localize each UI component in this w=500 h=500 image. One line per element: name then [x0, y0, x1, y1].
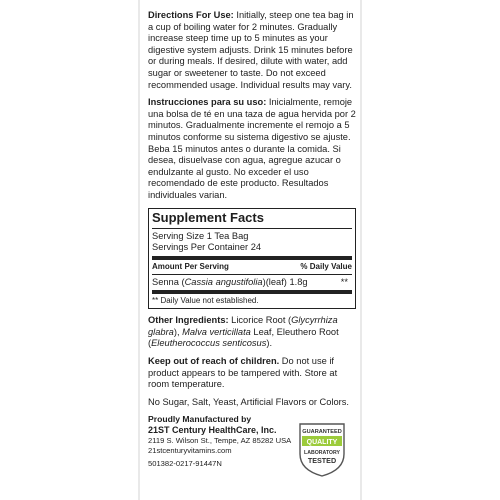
ingredient-prefix: Senna ( — [152, 276, 185, 287]
seal-bottom-text-1: LABORATORY — [304, 450, 340, 457]
other-ingredients-text: ). — [266, 338, 273, 349]
serving-size: Serving Size 1 Tea Bag — [152, 230, 249, 241]
other-ingredients-heading: Other Ingredients: — [148, 315, 229, 326]
manufacturer-heading: Proudly Manufactured by — [148, 414, 252, 425]
warning-section — [148, 356, 356, 391]
daily-value-header: % Daily Value — [300, 261, 352, 271]
instrucciones-heading: Instrucciones para su uso: — [148, 97, 267, 108]
divider-thick — [152, 256, 352, 260]
ingredient-name — [152, 277, 308, 289]
ingredient-amount: )(leaf) 1.8g — [262, 276, 308, 287]
divider — [152, 228, 352, 229]
other-ingredients-text: Leaf, Eleuthero Root ( — [148, 326, 339, 349]
facts-footnote: ** Daily Value not established. — [152, 296, 259, 306]
manufacturer-website: 21stcenturyvitamins.com — [148, 446, 232, 456]
label-left-edge — [138, 0, 140, 500]
directions-section — [148, 10, 356, 91]
latin-name: Glycyrrhiza glabra — [148, 315, 338, 337]
latin-name: Eleutherococcus senticosus — [151, 338, 267, 349]
label-content — [148, 10, 356, 472]
servings-per-container: Servings Per Container 24 — [152, 242, 262, 253]
manufacturer-address: 2119 S. Wilson St., Tempe, AZ 85282 USA — [148, 436, 292, 446]
warning-heading: Keep out of reach of children. — [148, 356, 280, 367]
free-from-statement: No Sugar, Salt, Yeast, Artificial Flavors or Colors. — [148, 396, 350, 407]
seal-bottom-text-2: TESTED — [307, 456, 337, 466]
directions-heading: Directions For Use: — [148, 10, 234, 20]
amount-per-serving-header: Amount Per Serving — [152, 261, 229, 271]
facts-header-row — [152, 262, 352, 272]
label-right-edge — [360, 0, 362, 500]
divider — [152, 274, 352, 275]
quality-tested-seal-icon — [294, 420, 350, 478]
supplement-facts-title: Supplement Facts — [152, 209, 264, 225]
seal-top-text: GUARANTEED — [302, 429, 342, 436]
other-ingredients-text: Licorice Root ( — [228, 315, 292, 326]
divider-thick — [152, 290, 352, 294]
instrucciones-section — [148, 97, 356, 201]
ingredient-daily-value: ** — [340, 276, 348, 287]
ingredient-latin-name: Cassia angustifolia — [184, 276, 263, 287]
facts-ingredient-row — [152, 277, 352, 289]
other-ingredients-text: ), — [173, 326, 183, 337]
supplement-facts-box — [148, 208, 356, 310]
instrucciones-text: Inicialmente, remoje una bolsa de té en una taza de agua hervida por 2 minutos. Gradualmente incremente el remojo a 5 minutos conforme su sistema digestivo se ajuste. Beba 15 minutos antes o durante la comida. Si desea, disuelvase con agua, agregue azucar o endulzante al gusto. No exceder el uso recomendado de este producto. Resultados individuales varian. — [148, 97, 356, 200]
other-ingredients-section — [148, 315, 356, 350]
manufacturer-section — [148, 414, 356, 472]
manufacturer-name: 21ST Century HealthCare, Inc. — [148, 425, 277, 436]
seal-middle-text: QUALITY — [306, 439, 338, 447]
product-code: 501382-0217-91447N — [148, 459, 222, 469]
warning-text: Do not use if product appears to be tampered with. Store at room temperature. — [148, 356, 338, 390]
directions-text: Initially, steep one tea bag in a cup of boiling water for 2 minutes. Gradually increase steep time up to 5 minutes as your digestive system adjusts. Drink 15 minutes before or during meals. If desired, dilute with water, add sugar or sweetener to taste. Do not exceed recommended usage. Individual results may vary. — [148, 10, 354, 90]
latin-name: Malva verticillata — [182, 326, 251, 337]
